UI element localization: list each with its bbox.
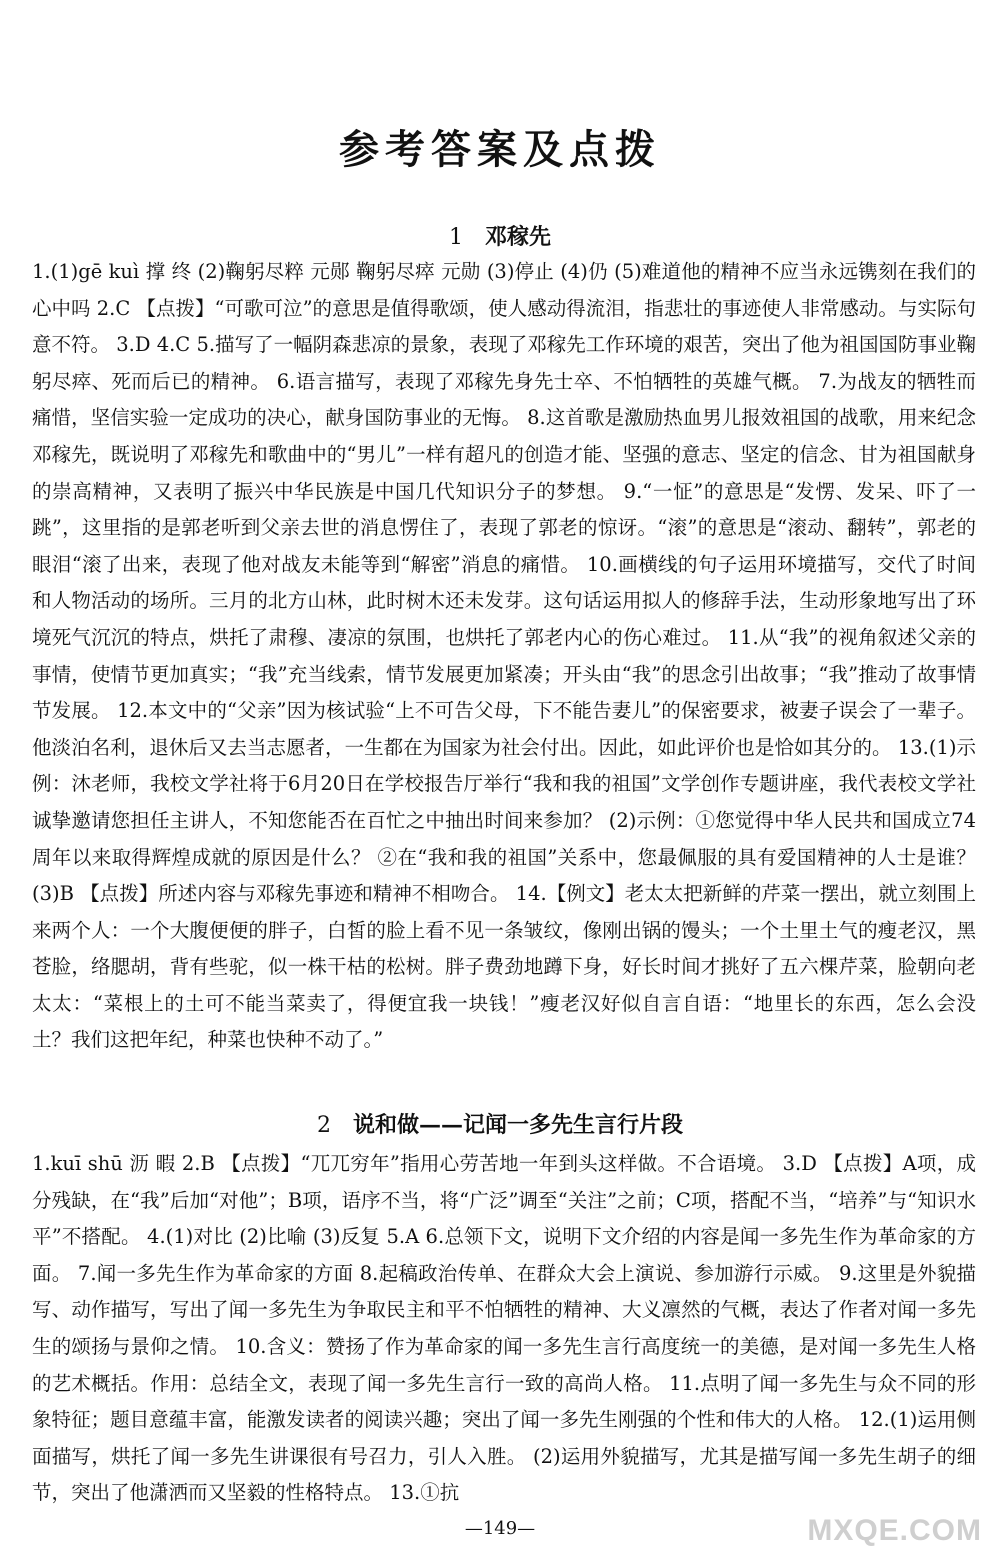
section-title: 说和做——记闻一多先生言行片段 [352, 1112, 683, 1138]
section-number: 2 [316, 1113, 331, 1138]
watermark: MXQE.COM [807, 1514, 982, 1547]
answer-text: 1.kuī shū 沥 暇 2.B 【点拨】“兀兀穷年”指用心劳苦地一年到头这样做。不合语境。 3.D 【点拨】A项，成分残缺，在“我”后加“对他”；B项，语序不当，将“广泛”调至“关注”之前；C项，搭配不当，“培养”与“知识水平”不搭配。 4.(1)对比 (2)比喻 (3)反复 5.A 6.总领下文，说明下文介绍的内容是闻一多先生作为革命家的方面。 7.闻一多先生作为革命家的方面 8.起稿政治传单、在群众大会上演说、参加游行示威。 9.这里是外貌描写、动作描写，写出了闻一多先生为争取民主和平不怕牺牲的精神、大义凛然的气概，表达了作者对闻一多先生的颂扬与景仰之情。 10.含义：赞扬了作为革命家的闻一多先生言行高度统一的美德，是对闻一多先生人格的艺术概括。作用：总结全文，表现了闻一多先生言行一致的高尚人格。 11.点明了闻一多先生与众不同的形象特征；题目意蕴丰富，能激发读者的阅读兴趣；突出了闻一多先生刚强的个性和伟大的人格。 12.(1)运用侧面描写，烘托了闻一多先生讲课很有号召力，引人入胜。 (2)运用外貌描写，尤其是描写闻一多先生胡子的细节，突出了他潇洒而又坚毅的性格特点。 13.①抗 [32, 1152, 976, 1505]
section-heading-1 [0, 220, 1000, 251]
page-title: 参考答案及点拨 [339, 126, 661, 173]
page-number: —149— [464, 1518, 536, 1539]
section-title: 邓稼先 [484, 224, 551, 250]
section-number: 1 [448, 225, 463, 250]
answer-text: 1.(1)gē kuì 撑 终 (2)鞠躬尽粹 元郧 鞠躬尽瘁 元勋 (3)停止 (4)仍 (5)难道他的精神不应当永远镌刻在我们的心中吗 2.C 【点拨】“可歌可泣”的意思是值得歌颂，使人感动得流泪，指悲壮的事迹使人非常感动。与实际句意不符。 3.D 4.C 5.描写了一幅阴森悲凉的景象，表现了邓稼先工作环境的艰苦，突出了他为祖国国防事业鞠躬尽瘁、死而后已的精神。 6.语言描写，表现了邓稼先身先士卒、不怕牺牲的英雄气概。 7.为战友的牺牲而痛惜，坚信实验一定成功的决心，献身国防事业的无悔。 8.这首歌是激励热血男儿报效祖国的战歌，用来纪念邓稼先，既说明了邓稼先和歌曲中的“男儿”一样有超凡的创造才能、坚强的意志、坚定的信念、甘为祖国献身的崇高精神，又表明了振兴中华民族是中国几代知识分子的梦想。 9.“一怔”的意思是“发愣、发呆、吓了一跳”，这里指的是郭老听到父亲去世的消息愣住了，表现了郭老的惊讶。“滚”的意思是“滚动、翻转”，郭老的眼泪“滚了出来，表现了他对战友未能等到“解密”消息的痛惜。 10.画横线的句子运用环境描写，交代了时间和人物活动的场所。三月的北方山林，此时树木还未发芽。这句话运用拟人的修辞手法，生动形象地写出了环境死气沉沉的特点，烘托了肃穆、凄凉的氛围，也烘托了郭老内心的伤心难过。 11.从“我”的视角叙述父亲的事情，使情节更加真实；“我”充当线索，情节发展更加紧凑；开头由“我”的思念引出故事；“我”推动了故事情节发展。 12.本文中的“父亲”因为核试验“上不可告父母，下不能告妻儿”的保密要求，被妻子误会了一辈子。他淡泊名利，退休后又去当志愿者，一生都在为国家为社会付出。因此，如此评价也是恰如其分的。 13.(1)示例：沐老师，我校文学社将于6月20日在学校报告厅举行“我和我的祖国”文学创作专题讲座，我代表校文学社诚挚邀请您担任主讲人，不知您能否在百忙之中抽出时间来参加？ (2)示例：①您觉得中华人民共和国成立74周年以来取得辉煌成就的原因是什么？ ②在“我和我的祖国”关系中，您最佩服的具有爱国精神的人士是谁？ (3)B 【点拨】所述内容与邓稼先事迹和精神不相吻合。 14.【例文】老太太把新鲜的芹菜一摆出，就立刻围上来两个人：一个大腹便便的胖子，白皙的脸上看不见一条皱纹，像刚出锅的馒头；一个土里土气的瘦老汉，黑苍脸，络腮胡，背有些驼，似一株干枯的松树。胖子费劲地蹲下身，好长时间才挑好了五六棵芹菜，脸朝向老太太：“菜根上的土可不能当菜卖了，得便宜我一块钱！”瘦老汉好似自言自语：“地里长的东西，怎么会没土？我们这把年纪，种菜也快种不动了。” [32, 260, 976, 1052]
section-heading-2 [0, 1108, 1000, 1139]
section-body-1 [32, 254, 976, 1059]
section-body-2 [32, 1146, 976, 1512]
